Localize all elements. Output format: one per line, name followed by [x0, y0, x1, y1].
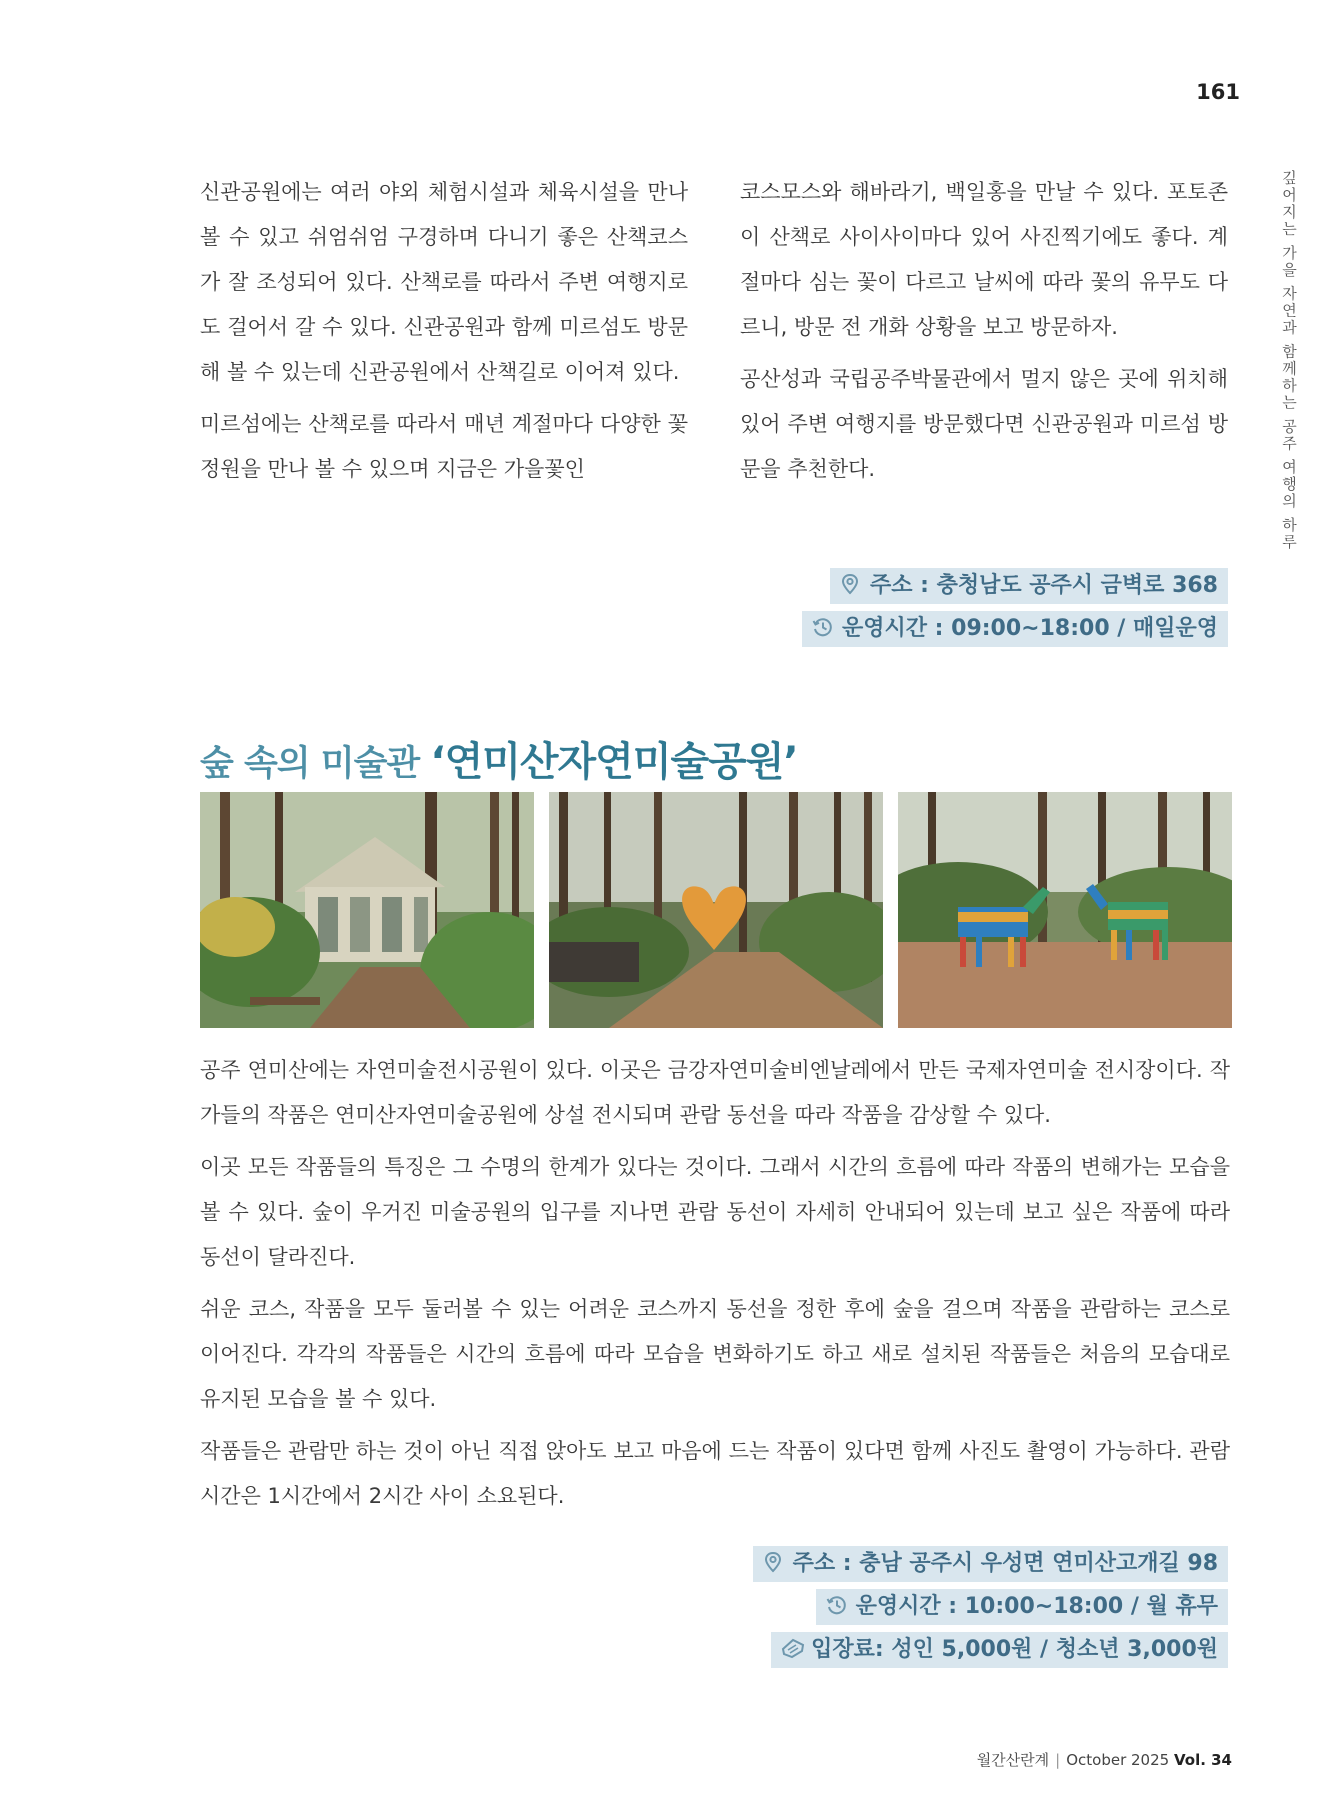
section1-right-column — [740, 170, 1228, 499]
photo-horse-sculptures — [898, 792, 1232, 1028]
section1-info-box — [802, 568, 1228, 654]
paragraph: 코스모스와 해바라기, 백일홍을 만날 수 있다. 포토존이 산책로 사이사이마다 있어 사진찍기에도 좋다. 계절마다 심는 꽃이 다르고 날씨에 따라 꽃의 유무도 다르니, 방문 전 개화 상황을 보고 방문하자. — [740, 180, 1228, 339]
issue-date: October 2025 — [1066, 1751, 1170, 1769]
section2-info-box — [753, 1546, 1228, 1675]
heading-prefix: 숲 속의 미술관 — [200, 744, 420, 784]
paragraph: 미르섬에는 산책로를 따라서 매년 계절마다 다양한 꽃정원을 만나 볼 수 있으며 지금은 가을꽃인 — [200, 412, 688, 481]
magazine-name: 월간산란계 — [976, 1751, 1050, 1769]
photo-gazebo-in-forest — [200, 792, 534, 1028]
address-label: 주소 : 충남 공주시 우성면 연미산고개길 98 — [753, 1546, 1228, 1582]
page-number: 161 — [1196, 80, 1240, 104]
paragraph: 이곳 모든 작품들의 특징은 그 수명의 한계가 있다는 것이다. 그래서 시간의 흐름에 따라 작품의 변해가는 모습을 볼 수 있다. 숲이 우거진 미술공원의 입구를 지나면 관람 동선이 자세히 안내되어 있는데 보고 싶은 작품에 따라 동선이 달라진다. — [200, 1155, 1230, 1269]
location-pin-icon — [763, 1551, 785, 1573]
clock-icon — [826, 1594, 848, 1616]
hours-label: 운영시간 : 09:00~18:00 / 매일운영 — [802, 611, 1228, 647]
hours-label: 운영시간 : 10:00~18:00 / 월 휴무 — [816, 1589, 1228, 1625]
photo-heart-sculpture — [549, 792, 883, 1028]
heading-emphasis: ‘연미산자연미술공원’ — [430, 739, 798, 785]
page-footer — [977, 1749, 1232, 1770]
paragraph: 공주 연미산에는 자연미술전시공원이 있다. 이곳은 금강자연미술비엔날레에서 만든 국제자연미술 전시장이다. 작가들의 작품은 연미산자연미술공원에 상설 전시되며 관람 동선을 따라 작품을 감상할 수 있다. — [200, 1058, 1230, 1127]
side-running-title: 깊어지는 가을 자연과 함께하는 공주 여행의 하루 — [1280, 170, 1298, 551]
paragraph: 작품들은 관람만 하는 것이 아닌 직접 앉아도 보고 마음에 드는 작품이 있다면 함께 사진도 촬영이 가능하다. 관람 시간은 1시간에서 2시간 사이 소요된다. — [200, 1439, 1230, 1508]
section2-heading — [200, 730, 798, 787]
issue-volume: Vol. 34 — [1173, 1751, 1232, 1769]
section2-body — [200, 1048, 1230, 1526]
ticket-icon — [781, 1637, 803, 1659]
footer-divider: | — [1055, 1751, 1061, 1769]
section1-left-column — [200, 170, 688, 499]
paragraph: 공산성과 국립공주박물관에서 멀지 않은 곳에 위치해 있어 주변 여행지를 방문했다면 신관공원과 미르섬 방문을 추천한다. — [740, 367, 1228, 481]
clock-icon — [812, 616, 834, 638]
paragraph: 쉬운 코스, 작품을 모두 둘러볼 수 있는 어려운 코스까지 동선을 정한 후에 숲을 걸으며 작품을 관람하는 코스로 이어진다. 각각의 작품들은 시간의 흐름에 따라 모습을 변화하기도 하고 새로 설치된 작품들은 처음의 모습대로 유지된 모습을 볼 수 있다. — [200, 1297, 1230, 1411]
location-pin-icon — [840, 573, 862, 595]
address-label: 주소 : 충청남도 공주시 금벽로 368 — [830, 568, 1228, 604]
admission-label: 입장료: 성인 5,000원 / 청소년 3,000원 — [771, 1632, 1228, 1668]
paragraph: 신관공원에는 여러 야외 체험시설과 체육시설을 만나 볼 수 있고 쉬엄쉬엄 구경하며 다니기 좋은 산책코스가 잘 조성되어 있다. 산책로를 따라서 주변 여행지로도 걸어서 갈 수 있다. 신관공원과 함께 미르섬도 방문해 볼 수 있는데 신관공원에서 산책길로 이어져 있다. — [200, 180, 688, 384]
